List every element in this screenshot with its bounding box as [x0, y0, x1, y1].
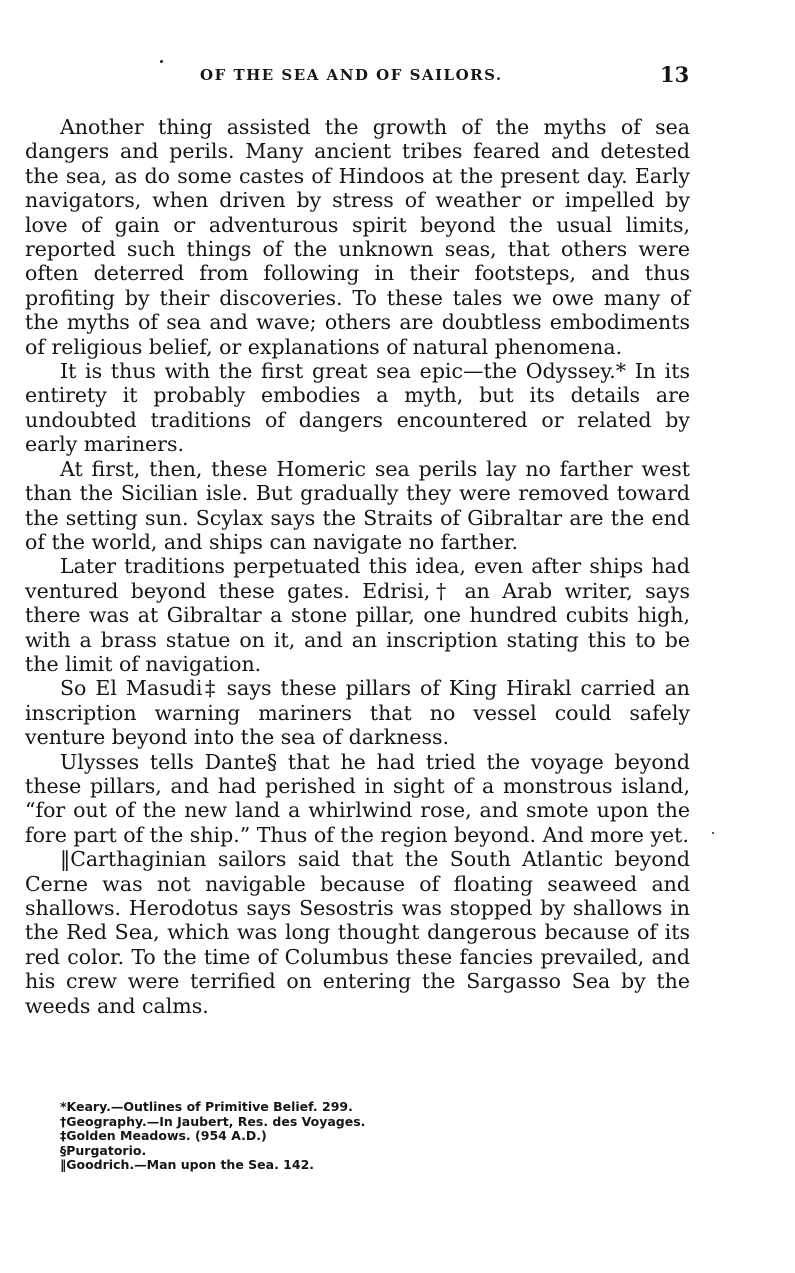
- paragraph: At first, then, these Homeric sea perils lay no farther west than the Sicilian isle. But gradually they were removed toward the setting sun. Scylax says the Straits of Gibraltar are the end of the world, and ships can navigate no farther.: [25, 456, 690, 554]
- paragraph: ‖Carthaginian sailors said that the South Atlantic beyond Cerne was not navigable because of floating seaweed and shallows. Herodotus says Sesostris was stopped by shallows in the Red Sea, which was long thought dangerous because of its red color. To the time of Columbus these fancies prevailed, and his crew were terrified on entering the Sargasso Sea by the weeds and calms.: [25, 847, 690, 1018]
- footnote: ‖Goodrich.—Man upon the Sea. 142.: [60, 1157, 315, 1173]
- paragraph: Later traditions perpetuated this idea, even after ships had ventured beyond these gates. Edrisi,† an Arab writer, says there was at Gibraltar a stone pillar, one hundred cubits high, with a brass statue on it, and an inscription stating this to be the limit of navigation.: [25, 554, 690, 676]
- footnote: §Purgatorio.: [60, 1142, 147, 1158]
- paragraph: Another thing assisted the growth of the myths of sea dangers and perils. Many ancient tribes feared and detested the sea, as do some castes of Hindoos at the present day. Early navigators, when driven by stress of weather or impelled by love of gain or adventurous spirit beyond the usual limits, reported such things of the unknown seas, that others were often deterred from following in their footsteps, and thus profiting by their discoveries. To these tales we owe many of the myths of sea and wave; others are doubtless embodiments of religious belief, or explanations of natural phenomena.: [25, 115, 690, 359]
- paragraph: So El Masudi‡ says these pillars of King Hirakl carried an inscription warning mariners that no vessel could safely venture beyond into the sea of darkness.: [25, 676, 690, 750]
- page-header: [0, 62, 795, 88]
- print-speck: [160, 60, 163, 63]
- paragraph: It is thus with the first great sea epic—the Odyssey.* In its entirety it probably embodies a myth, but its details are undoubted traditions of dangers encountered or related by early mariners.: [25, 359, 690, 457]
- footnotes: [60, 1100, 580, 1173]
- running-head: OF THE SEA AND OF SAILORS.: [200, 66, 503, 84]
- footnote: *Keary.—Outlines of Primitive Belief. 299.: [60, 1099, 353, 1114]
- footnote: ‡Golden Meadows. (954 A.D.): [60, 1128, 267, 1144]
- paragraph: Ulysses tells Dante§ that he had tried the voyage beyond these pillars, and had perished in sight of a monstrous island, “for out of the new land a whirlwind rose, and smote upon the fore part of the ship.” Thus of the region beyond. And more yet.: [25, 749, 690, 847]
- footnote: †Geography.—In Jaubert, Res. des Voyages.: [60, 1113, 366, 1129]
- body-text: [25, 115, 690, 1018]
- print-speck: [712, 832, 714, 834]
- page-number: 13: [660, 62, 690, 87]
